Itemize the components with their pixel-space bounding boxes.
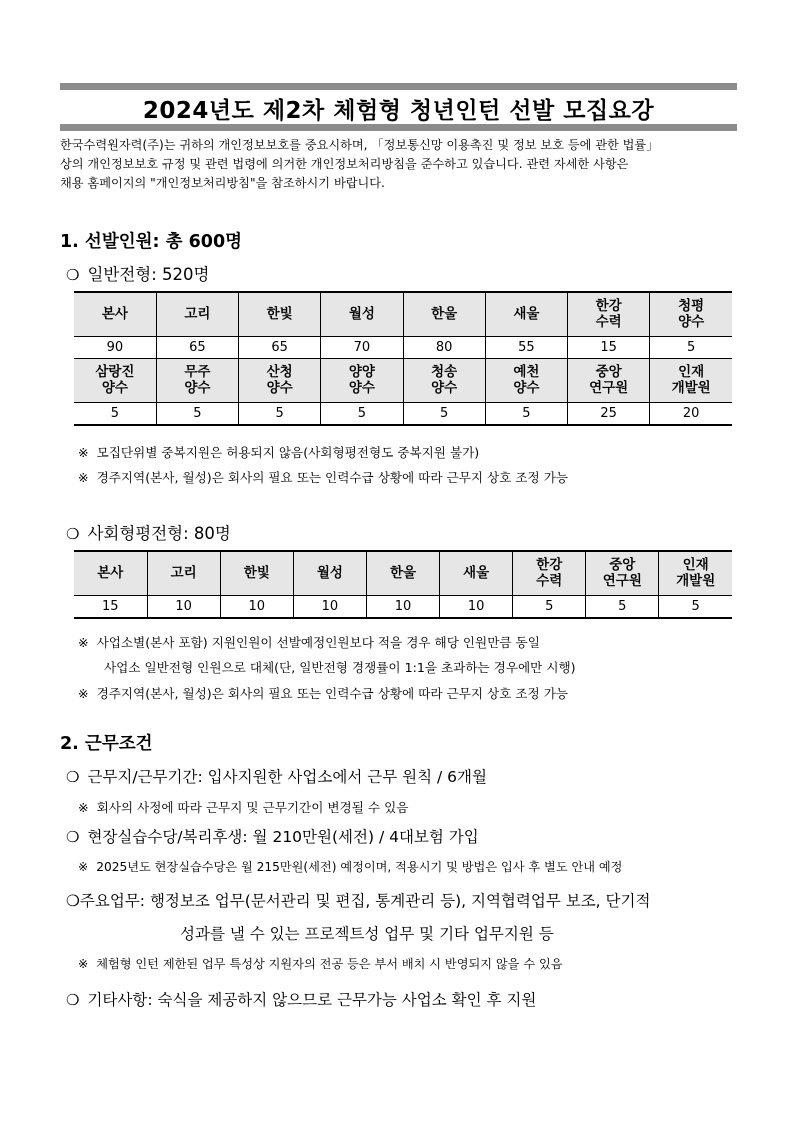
table-cell: 55 bbox=[485, 336, 567, 358]
table-cell: 5 bbox=[659, 595, 732, 618]
other-matters-item bbox=[66, 988, 536, 1010]
table-header-line: 새울 bbox=[513, 306, 540, 323]
table-header-line: 월성 bbox=[348, 306, 375, 323]
table-header-cell bbox=[568, 292, 650, 336]
allowance-note-text: 2025년도 현장실습수당은 월 215만원(세전) 예정이며, 적용시기 및 방법은 입사 후 별도 안내 예정 bbox=[96, 860, 623, 874]
table-header-cell bbox=[239, 358, 321, 402]
table-header-cell bbox=[440, 551, 513, 595]
table-header-cell bbox=[239, 292, 321, 336]
table-header-line: 양수 bbox=[513, 380, 540, 396]
table-header-line: 청평 bbox=[678, 298, 705, 315]
table-cell: 65 bbox=[156, 336, 238, 358]
social-heading bbox=[66, 520, 231, 544]
note-mark: ※ bbox=[78, 470, 89, 485]
section2-heading: 2. 근무조건 bbox=[60, 734, 153, 754]
table-header-line: 양수 bbox=[348, 380, 375, 396]
table-header-cell bbox=[650, 358, 732, 402]
social-note-continued: 사업소 일반전형 인원으로 대체(단, 일반전형 경쟁률이 1:1을 초과하는 경우에만 시행) bbox=[104, 660, 576, 675]
note-mark: ※ bbox=[78, 957, 89, 971]
table-cell: 70 bbox=[321, 336, 403, 358]
section1-heading: 1. 선발인원: 총 600명 bbox=[60, 232, 243, 252]
table-header-cell bbox=[147, 551, 220, 595]
table-cell: 65 bbox=[239, 336, 321, 358]
table-header-cell bbox=[650, 292, 732, 336]
table-header-line: 양수 bbox=[266, 380, 293, 396]
note-mark: ※ bbox=[78, 635, 89, 650]
table-header-line: 한빛 bbox=[243, 565, 270, 582]
table-header-cell bbox=[156, 358, 238, 402]
social-table bbox=[74, 550, 732, 619]
intro-line: 상의 개인정보보호 규정 및 관련 법령에 의거한 개인정보처리방침을 준수하고 있습니다. 관련 자세한 사항은 bbox=[60, 157, 629, 171]
note-mark: ※ bbox=[78, 686, 89, 701]
table-header-line: 한울 bbox=[431, 306, 458, 323]
note-mark: ※ bbox=[78, 445, 89, 460]
table-header-line: 양수 bbox=[101, 380, 128, 396]
table-header-cell bbox=[513, 551, 586, 595]
table-cell: 10 bbox=[440, 595, 513, 618]
allowance-text: 현장실습수당/복리후생: 월 210만원(세전) / 4대보험 가입 bbox=[87, 828, 479, 846]
general-head-row-1 bbox=[74, 292, 732, 336]
table-cell: 10 bbox=[220, 595, 293, 618]
table-header-line: 연구원 bbox=[589, 380, 629, 396]
main-duty-note-text: 체험형 인턴 제한된 업무 특성상 지원자의 전공 등은 부서 배치 시 반영되지 않을 수 있음 bbox=[96, 957, 563, 971]
circle-bullet-icon: ❍ bbox=[66, 525, 80, 543]
table-header-cell bbox=[403, 292, 485, 336]
table-header-line: 양수 bbox=[184, 380, 211, 396]
intro-line: 한국수력원자력(주)는 귀하의 개인정보보호를 중요시하며, 「정보통신망 이용촉진 및 정보 보호 등에 관한 법률」 bbox=[60, 138, 659, 152]
social-note-text: 사업소별(본사 포함) 지원인원이 선발예정인원보다 적을 경우 해당 인원만큼 동일 bbox=[96, 635, 540, 650]
privacy-intro bbox=[60, 136, 737, 193]
title-top-bar bbox=[60, 83, 737, 90]
table-cell: 5 bbox=[156, 402, 238, 425]
work-period-note-text: 회사의 사정에 따라 근무지 및 근무기간이 변경될 수 있음 bbox=[96, 800, 409, 815]
table-header-cell bbox=[321, 292, 403, 336]
table-header-line: 양양 bbox=[348, 364, 375, 380]
general-table bbox=[74, 291, 732, 426]
general-head-row-2 bbox=[74, 358, 732, 402]
table-cell: 5 bbox=[74, 402, 156, 425]
table-header-line: 삼랑진 bbox=[95, 364, 135, 380]
circle-bullet-icon: ❍ bbox=[66, 266, 80, 284]
table-header-cell bbox=[74, 551, 147, 595]
circle-bullet-icon: ❍ bbox=[66, 991, 80, 1009]
table-header-line: 본사 bbox=[101, 306, 128, 323]
table-header-line: 중앙 bbox=[609, 557, 636, 574]
main-duty-item bbox=[66, 889, 742, 911]
table-cell: 25 bbox=[568, 402, 650, 425]
table-cell: 10 bbox=[147, 595, 220, 618]
social-note bbox=[78, 683, 568, 702]
table-cell: 5 bbox=[239, 402, 321, 425]
table-header-line: 청송 bbox=[431, 364, 458, 380]
table-header-cell bbox=[366, 551, 439, 595]
table-header-cell bbox=[485, 292, 567, 336]
table-header-cell bbox=[74, 292, 156, 336]
table-header-line: 한강 bbox=[595, 298, 622, 315]
general-value-row-1 bbox=[74, 336, 732, 358]
work-period-item bbox=[66, 765, 487, 787]
general-note-text: 경주지역(본사, 월성)은 회사의 필요 또는 인력수급 상황에 따라 근무지 상호 조정 가능 bbox=[96, 470, 569, 485]
table-header-line: 수력 bbox=[536, 573, 563, 590]
general-note bbox=[78, 442, 479, 461]
table-header-line: 수력 bbox=[595, 314, 622, 331]
page-title: 2024년도 제2차 체험형 청년인턴 선발 모집요강 bbox=[142, 98, 655, 124]
table-header-cell bbox=[586, 551, 659, 595]
table-cell: 5 bbox=[321, 402, 403, 425]
table-cell: 10 bbox=[293, 595, 366, 618]
table-header-line: 월성 bbox=[316, 565, 343, 582]
circle-bullet-icon: ❍ bbox=[66, 892, 80, 910]
main-duty-text-continued: 성과를 낼 수 있는 프로젝트성 업무 및 기타 업무지원 등 bbox=[180, 925, 554, 943]
table-cell: 90 bbox=[74, 336, 156, 358]
table-header-line: 예천 bbox=[513, 364, 540, 380]
social-note bbox=[78, 632, 540, 651]
general-note-text: 모집단위별 중복지원은 허용되지 않음(사회형평전형도 중복지원 불가) bbox=[96, 445, 480, 460]
work-period-note bbox=[78, 797, 408, 816]
table-cell: 5 bbox=[586, 595, 659, 618]
table-header-line: 고리 bbox=[170, 565, 197, 582]
table-header-line: 양수 bbox=[431, 380, 458, 396]
intro-line: 채용 홈페이지의 "개인정보처리방침"을 참조하시기 바랍니다. bbox=[60, 176, 385, 190]
table-header-line: 고리 bbox=[184, 306, 211, 323]
table-header-line: 한빛 bbox=[266, 306, 293, 323]
table-header-line: 개발원 bbox=[676, 573, 716, 590]
table-header-cell bbox=[74, 358, 156, 402]
circle-bullet-icon: ❍ bbox=[66, 768, 80, 786]
table-cell: 5 bbox=[513, 595, 586, 618]
table-header-cell bbox=[156, 292, 238, 336]
note-mark: ※ bbox=[78, 800, 89, 815]
table-header-line: 한강 bbox=[536, 557, 563, 574]
social-note-text: 경주지역(본사, 월성)은 회사의 필요 또는 인력수급 상황에 따라 근무지 상호 조정 가능 bbox=[96, 686, 569, 701]
table-header-cell bbox=[293, 551, 366, 595]
table-header-cell bbox=[568, 358, 650, 402]
table-cell: 5 bbox=[485, 402, 567, 425]
main-duty-note bbox=[78, 955, 563, 972]
allowance-item bbox=[66, 825, 479, 847]
social-head-row bbox=[74, 551, 732, 595]
circle-bullet-icon: ❍ bbox=[66, 828, 80, 846]
title-bottom-bar bbox=[60, 124, 737, 131]
table-header-line: 양수 bbox=[678, 314, 705, 331]
main-duty-text: 주요업무: 행정보조 업무(문서관리 및 편집, 통계관리 등), 지역협력업무 보조, 단기적 bbox=[79, 892, 651, 910]
table-cell: 15 bbox=[74, 595, 147, 618]
table-header-cell bbox=[220, 551, 293, 595]
table-header-cell bbox=[403, 358, 485, 402]
table-header-line: 새울 bbox=[463, 565, 490, 582]
work-period-text: 근무지/근무기간: 입사지원한 사업소에서 근무 원칙 / 6개월 bbox=[87, 768, 487, 786]
general-value-row-2 bbox=[74, 402, 732, 425]
other-matters-text: 기타사항: 숙식을 제공하지 않으므로 근무가능 사업소 확인 후 지원 bbox=[87, 991, 537, 1009]
social-value-row bbox=[74, 595, 732, 618]
table-cell: 15 bbox=[568, 336, 650, 358]
table-header-line: 개발원 bbox=[671, 380, 711, 396]
table-header-line: 인재 bbox=[678, 364, 705, 380]
table-cell: 20 bbox=[650, 402, 732, 425]
table-header-line: 인재 bbox=[682, 557, 709, 574]
table-header-line: 연구원 bbox=[602, 573, 642, 590]
table-header-line: 중앙 bbox=[595, 364, 622, 380]
table-cell: 80 bbox=[403, 336, 485, 358]
table-cell: 10 bbox=[366, 595, 439, 618]
table-header-line: 무주 bbox=[184, 364, 211, 380]
table-cell: 5 bbox=[650, 336, 732, 358]
social-heading-text: 사회형평전형: 80명 bbox=[87, 524, 231, 543]
note-mark: ※ bbox=[78, 860, 89, 874]
general-heading bbox=[66, 261, 209, 285]
table-header-cell bbox=[659, 551, 732, 595]
allowance-note bbox=[78, 858, 622, 875]
table-header-line: 산청 bbox=[266, 364, 293, 380]
general-heading-text: 일반전형: 520명 bbox=[87, 265, 210, 284]
table-header-line: 한울 bbox=[389, 565, 417, 582]
general-note bbox=[78, 467, 568, 486]
table-header-cell bbox=[485, 358, 567, 402]
table-header-cell bbox=[321, 358, 403, 402]
table-header-line: 본사 bbox=[97, 565, 124, 582]
table-cell: 5 bbox=[403, 402, 485, 425]
